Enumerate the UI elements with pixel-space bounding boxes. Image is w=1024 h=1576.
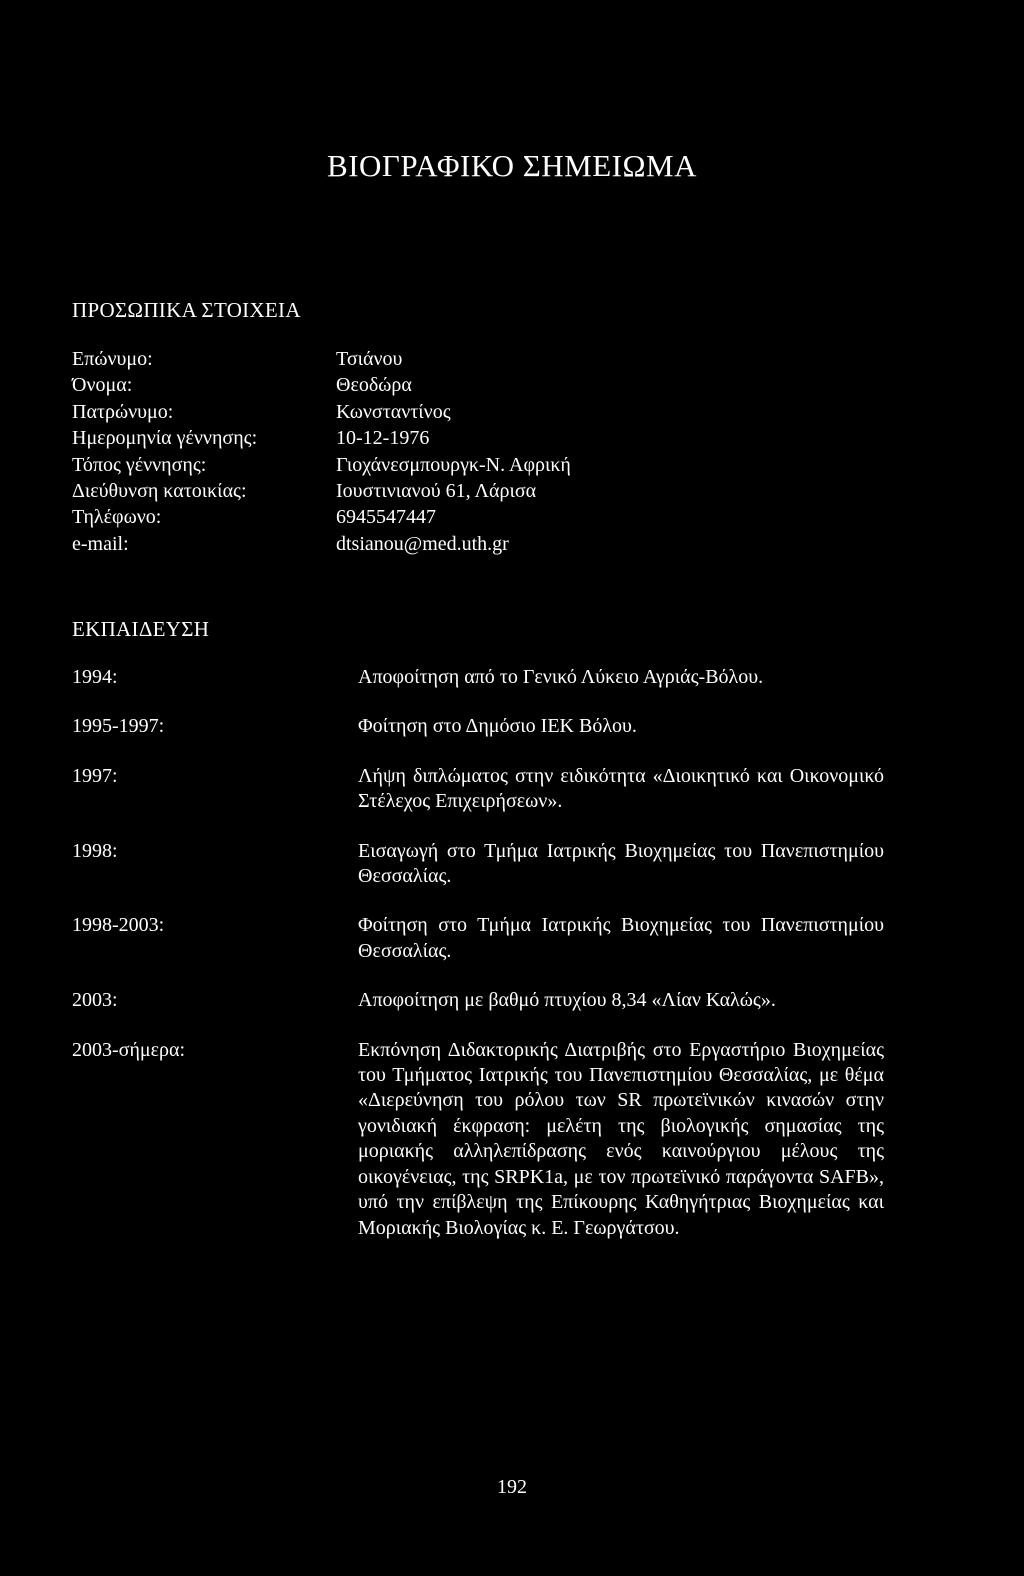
personal-label: Όνομα: <box>72 374 133 397</box>
personal-value: Κωνσταντίνος <box>336 400 451 423</box>
education-year: 1998-2003: <box>72 914 165 937</box>
education-entry <box>72 665 884 690</box>
personal-heading: ΠΡΟΣΩΠΙΚΑ ΣΤΟΙΧΕΙΑ <box>72 298 301 322</box>
education-list <box>72 665 884 1265</box>
personal-value: Ιουστινιανού 61, Λάρισα <box>336 480 537 503</box>
education-year: 1998: <box>72 839 118 862</box>
education-entry <box>72 714 884 739</box>
personal-label: Πατρώνυμο: <box>72 400 174 423</box>
personal-value: Θεοδώρα <box>336 374 412 397</box>
personal-value: Τσιάνου <box>336 348 403 370</box>
education-entry <box>72 988 884 1013</box>
education-entry <box>72 1038 884 1241</box>
personal-label: Τηλέφωνο: <box>72 506 162 529</box>
education-year: 2003-σήμερα: <box>72 1038 186 1061</box>
personal-label: Τόπος γέννησης: <box>72 453 207 476</box>
personal-label: e-mail: <box>72 532 129 555</box>
education-text: Αποφοίτηση από το Γενικό Λύκειο Αγριάς-Βόλου. <box>358 666 764 688</box>
personal-value: Γιοχάνεσμπουργκ-Ν. Αφρική <box>336 453 571 476</box>
page-number: 192 <box>497 1476 527 1498</box>
personal-value: 10-12-1976 <box>336 427 430 450</box>
education-text: Εκπόνηση Διδακτορικής Διατριβής στο Εργαστήριο Βιοχημείας του Τμήματος Ιατρικής του Πανεπιστημίου Θεσσαλίας, με θέμα «Διερεύνηση του ρόλου των SR πρωτεϊνικών κινασών στην γονιδιακή έκφραση: μελέτη της βιολογικής σημασίας της μοριακής αλληλεπίδρασης ενός καινούργιου μέλους της οικογένειας, της SRPK1a, με τον πρωτεϊνικό παράγοντα SAFB», υπό την επίβλεψη της Επίκουρης Καθηγήτριας Βιοχημείας και Μοριακής Βιολογίας κ. Ε. Γεωργάτσου. <box>358 1038 884 1239</box>
education-text: Λήψη διπλώματος στην ειδικότητα «Διοικητικό και Οικονομικό Στέλεχος Επιχειρήσεων». <box>358 764 884 813</box>
education-text: Φοίτηση στο Τμήμα Ιατρικής Βιοχημείας του Πανεπιστημίου Θεσσαλίας. <box>358 914 884 962</box>
education-entry <box>72 764 884 815</box>
personal-value: 6945547447 <box>336 506 436 529</box>
personal-row-name <box>72 372 571 398</box>
personal-label: Επώνυμο: <box>72 348 153 370</box>
personal-row-phone <box>72 504 571 530</box>
personal-label: Διεύθυνση κατοικίας: <box>72 480 247 503</box>
education-heading: ΕΚΠΑΙΔΕΥΣΗ <box>72 617 210 641</box>
personal-row-birthplace <box>72 452 571 478</box>
education-text: Αποφοίτηση με βαθμό πτυχίου 8,34 «Λίαν Καλώς». <box>358 989 776 1012</box>
email-link[interactable]: dtsianou@med.uth.gr <box>336 532 509 555</box>
page-title: ΒΙΟΓΡΑΦΙΚΟ ΣΗΜΕΙΩΜΑ <box>327 148 697 183</box>
education-year: 1995-1997: <box>72 715 165 738</box>
education-year: 2003: <box>72 989 118 1012</box>
personal-row-patronymic <box>72 399 571 425</box>
personal-info <box>72 346 571 557</box>
personal-row-address <box>72 478 571 504</box>
personal-row-birthdate <box>72 425 571 451</box>
personal-label: Ημερομηνία γέννησης: <box>72 427 258 450</box>
education-year: 1997: <box>72 764 118 787</box>
personal-row-surname <box>72 346 571 372</box>
education-entry <box>72 839 884 890</box>
personal-row-email <box>72 531 571 557</box>
education-entry <box>72 913 884 964</box>
education-text: Φοίτηση στο Δημόσιο ΙΕΚ Βόλου. <box>358 715 637 738</box>
education-year: 1994: <box>72 666 118 688</box>
education-text: Εισαγωγή στο Τμήμα Ιατρικής Βιοχημείας του Πανεπιστημίου Θεσσαλίας. <box>358 839 884 888</box>
